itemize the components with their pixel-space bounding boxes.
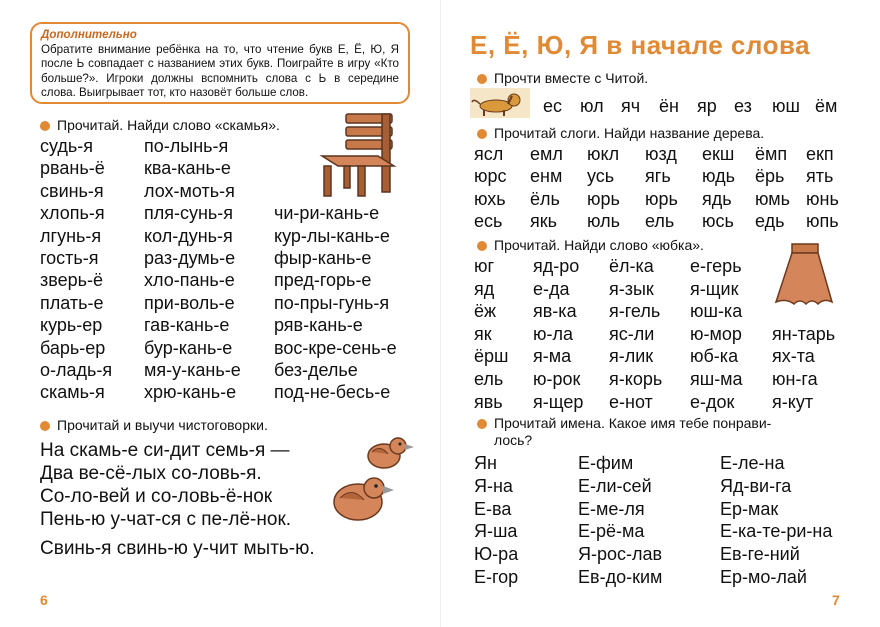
bird-icon (322, 468, 398, 528)
word: емл (530, 144, 563, 164)
skirt-icon (772, 240, 836, 310)
word: ес (543, 96, 563, 116)
word: Ян (474, 453, 497, 473)
tongue-twister-line: Два ве-сё-лых со-ловь-я. (40, 463, 262, 484)
note-title: Дополнительно (41, 28, 137, 41)
word: Е-рё-ма (578, 521, 645, 542)
word: юдь (702, 166, 735, 187)
word: Ер-мо-лай (720, 567, 807, 587)
tongue-twister-line: Со-ло-вей и со-ловь-ё-нок (40, 486, 273, 507)
word: яч (621, 96, 641, 116)
bullet-dot-icon (477, 419, 487, 429)
word: юш-ка (690, 301, 743, 322)
word: скамь-я (40, 382, 105, 403)
word: вос-кре-сень-е (274, 337, 397, 358)
word: под-не-бесь-е (274, 382, 391, 403)
word: кол-дунь-я (144, 225, 233, 246)
word: ква-кань-е (144, 158, 231, 179)
word: юн-га (772, 369, 818, 389)
word: фыр-кань-е (274, 248, 372, 268)
word: я-ма (533, 346, 572, 367)
word: юрь (645, 188, 678, 209)
word: яд-ро (533, 256, 580, 276)
word: чи-ри-кань-е (274, 203, 380, 224)
left-task-1-text: Прочитай. Найди слово «скамья». (57, 117, 280, 133)
word: Я-на (474, 475, 513, 496)
word: Ер-мак (720, 498, 779, 519)
word: раз-думь-е (144, 248, 236, 268)
tongue-twister-line: Пень-ю у-чат-ся с пе-лё-нок. (40, 509, 292, 530)
word: есь (474, 211, 503, 232)
word: ях-та (772, 346, 815, 367)
word: усь (587, 166, 615, 187)
bullet-dot-icon (477, 74, 487, 84)
word: юмь (755, 188, 791, 209)
word: юг (474, 256, 495, 276)
word: е-док (690, 391, 735, 412)
word: пля-сунь-я (144, 203, 234, 224)
page-number-left: 6 (40, 592, 48, 608)
word: Е-ме-ля (578, 498, 645, 519)
word: Ю-ра (474, 544, 519, 565)
word: ёрь (755, 166, 785, 187)
right-task-1-text: Прочти вместе с Читой. (494, 70, 649, 86)
tongue-twister-line: Свинь-я свинь-ю у-чит мыть-ю. (40, 538, 315, 559)
word: я-корь (609, 369, 663, 389)
word: хрю-кань-е (144, 382, 237, 403)
word: по-пры-гунь-я (274, 292, 390, 313)
word: яс-ли (609, 323, 655, 344)
right-task-4-text: Прочитай имена. Какое имя тебе понрави- (494, 415, 772, 431)
word: ёж (474, 301, 497, 322)
word: юсь (702, 211, 734, 232)
right-task-4-cont: лось? (494, 432, 533, 448)
word: яд (474, 278, 495, 299)
word: Я-рос-лав (578, 544, 663, 565)
word: юкл (587, 144, 620, 164)
bullet-dot-icon (477, 241, 487, 251)
word: юб-ка (690, 346, 739, 367)
word: Я-ша (474, 521, 518, 542)
word: юзд (645, 144, 677, 164)
right-task-3-text: Прочитай. Найди слово «юбка». (494, 237, 704, 253)
word: ель (645, 211, 675, 232)
word: судь-я (40, 136, 94, 156)
page-number-right: 7 (832, 592, 840, 608)
word: екп (806, 144, 834, 164)
left-task-2-text: Прочитай и выучи чистоговорки. (57, 417, 268, 433)
dog-icon (470, 88, 530, 118)
word: Е-ли-сей (578, 475, 652, 496)
word: лгунь-я (40, 225, 102, 246)
word: пред-горь-е (274, 270, 372, 291)
word: Е-ва (474, 498, 512, 519)
word: хлопь-я (40, 203, 105, 224)
word: ез (734, 96, 752, 116)
word: о-ладь-я (40, 360, 113, 380)
word: явь (474, 391, 503, 412)
word: ём (815, 96, 838, 116)
word: хло-пань-е (144, 270, 235, 291)
word: ю-рок (533, 369, 581, 389)
word: я-щер (533, 391, 584, 412)
word: без-делье (274, 360, 358, 380)
word: юль (587, 211, 620, 232)
bullet-dot-icon (40, 421, 50, 431)
word: ю-ла (533, 323, 574, 344)
word: якь (530, 211, 557, 232)
word: юл (580, 96, 604, 116)
right-task-2-text: Прочитай слоги. Найди название дерева. (494, 125, 765, 141)
word: едь (755, 211, 785, 232)
word: Ев-ге-ний (720, 544, 800, 565)
word: ю-мор (690, 323, 742, 344)
word: я-гель (609, 301, 661, 322)
word: свинь-я (40, 180, 104, 201)
word: кур-лы-кань-е (274, 225, 390, 246)
word: я-лик (609, 346, 654, 367)
bullet-dot-icon (40, 121, 50, 131)
word: енм (530, 166, 563, 187)
word: зверь-ё (40, 270, 104, 291)
word: ён (659, 96, 679, 116)
right-task-3 (477, 237, 704, 253)
word: ель (474, 369, 504, 389)
word: яр (697, 96, 717, 116)
word: лох-моть-я (144, 180, 235, 201)
additional-note-box (30, 22, 410, 104)
left-task-1 (40, 117, 280, 133)
word: яш-ма (690, 369, 743, 389)
word: курь-ер (40, 315, 103, 336)
word: ряв-кань-е (274, 315, 363, 336)
word: Яд-ви-га (720, 475, 792, 496)
tongue-twister-line: На скамь-е си-дит семь-я — (40, 440, 290, 461)
word: екш (702, 144, 735, 164)
bullet-dot-icon (477, 129, 487, 139)
word: при-воль-е (144, 292, 235, 313)
word: Ев-до-ким (578, 567, 663, 587)
word: як (474, 323, 492, 344)
word: е-нот (609, 391, 653, 412)
word: ёль (530, 188, 560, 209)
bench-icon (318, 110, 400, 200)
word: мя-у-кань-е (144, 360, 241, 380)
word: ясл (474, 144, 504, 164)
word: ян-тарь (772, 323, 836, 344)
word: ёрш (474, 346, 509, 367)
word: юрь (587, 188, 620, 209)
word: плать-е (40, 292, 104, 313)
word: юш (772, 96, 800, 116)
word: ёмп (755, 144, 788, 164)
word: е-да (533, 278, 570, 299)
word: Е-ка-те-ри-на (720, 521, 833, 542)
right-task-1 (477, 70, 648, 86)
word: бур-кань-е (144, 337, 233, 358)
word: Е-ле-на (720, 453, 785, 473)
left-task-2 (40, 417, 268, 433)
word: ядь (702, 188, 732, 209)
word: яв-ка (533, 301, 577, 322)
note-text: Обратите внимание ребёнка на то, что чтение букв Е, Ё, Ю, Я после Ь совпадает с названием этих букв. Поиграйте в игру «Кто больше?». Игроки должны вспомнить слова с Ь в середине слова. Выигрывает тот, кто назовёт больше слов. (41, 42, 399, 100)
right-task-4 (477, 415, 771, 431)
word: е-герь (690, 256, 742, 276)
word: рвань-ё (40, 158, 105, 179)
word: по-лынь-я (144, 136, 229, 156)
word: барь-ер (40, 337, 106, 358)
word: я-кут (772, 391, 814, 412)
word: гость-я (40, 248, 99, 268)
word: я-щик (690, 278, 739, 299)
right-task-2 (477, 125, 764, 141)
word: юпь (806, 211, 839, 232)
word: ягь (645, 166, 671, 187)
word: гав-кань-е (144, 315, 230, 336)
page-title: Е, Ё, Ю, Я в начале слова (470, 30, 811, 60)
word: юнь (806, 188, 839, 209)
word: юрс (474, 166, 507, 187)
word: Е-гор (474, 567, 519, 587)
word: юхь (474, 188, 506, 209)
page-gutter (440, 0, 441, 627)
word: я-зык (609, 278, 654, 299)
word: ять (806, 166, 834, 187)
word: Е-фим (578, 453, 634, 473)
word: ёл-ка (609, 256, 654, 276)
